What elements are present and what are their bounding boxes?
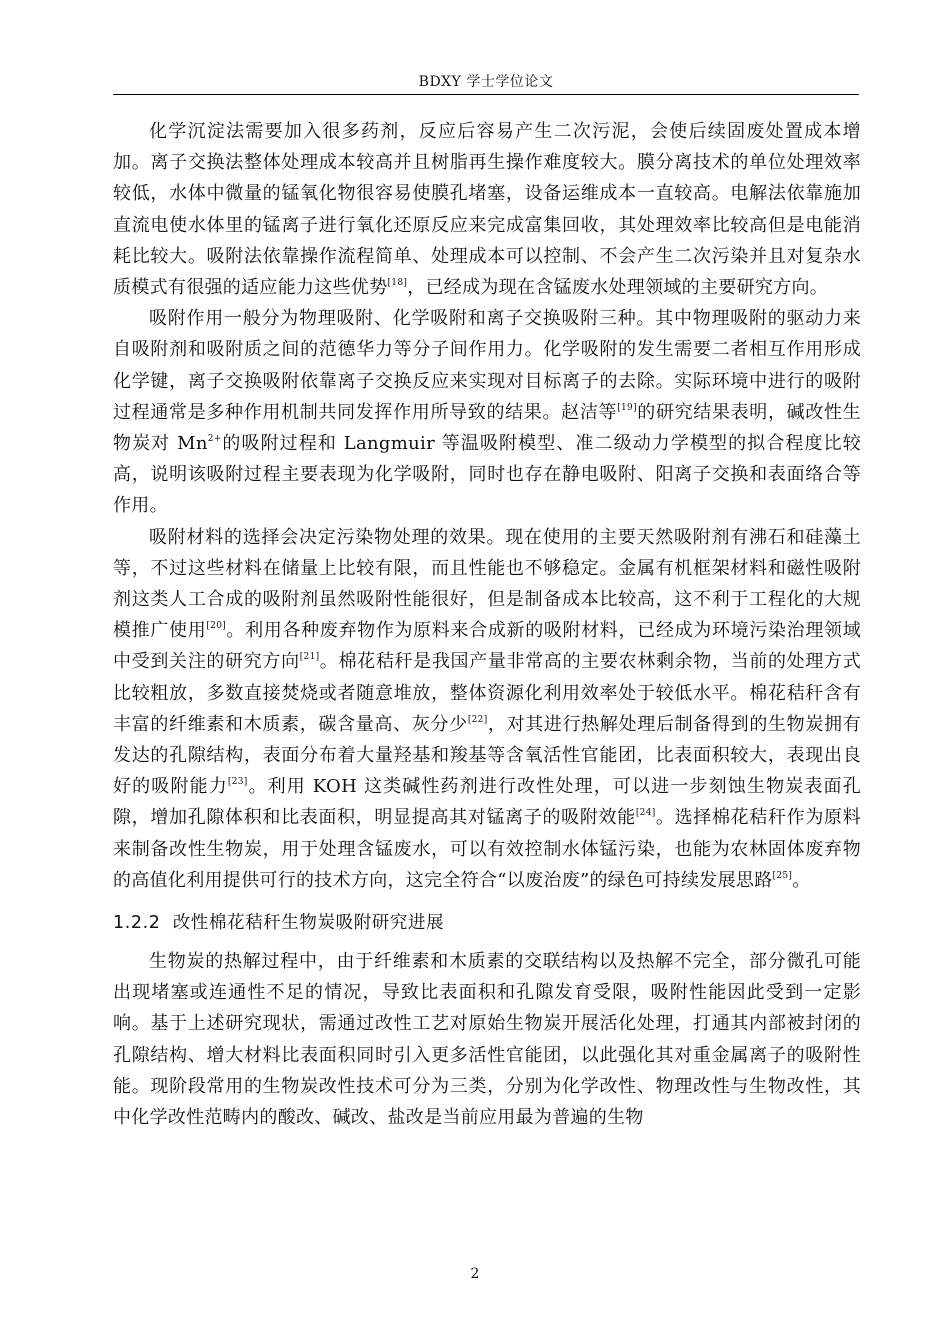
text-run: 。 — [792, 869, 811, 891]
text-run: 化学沉淀法需要加入很多药剂，反应后容易产生二次污泥，会使后续固废处置成本增加。离子交换法整体处理成本较高并且树脂再生操作难度较大。膜分离技术的单位处理效率较低，水体中微量的锰氧化物很容易使膜孔堵塞，设备运维成本一直较高。电解法依靠施加直流电使水体里的锰离子进行氧化还原反应来完成富集回收，其处理效率比较高但是电能消耗比较大。吸附法依靠操作流程简单、处理成本可以控制、不会产生二次污染并且对复杂水质模式有很强的适应能力这些优势 — [113, 121, 861, 299]
citation-ref: [18] — [387, 278, 408, 289]
text-run: 的吸附过程和 Langmuir 等温吸附模型、准二级动力学模型的拟合程度比较高，说明该吸附过程主要表现为化学吸附，同时也存在静电吸附、阳离子交换和表面络合等作用。 — [113, 433, 861, 517]
page-number: 2 — [470, 1266, 480, 1282]
running-header — [113, 72, 859, 95]
text-run: 。选择棉花秸秆作为原料来制备改性生物炭，用于处理含锰废水，可以有效控制水体锰污染，也能为农林固体废弃物的高值化利用提供可行的技术方向，这完全符合“以废治废”的绿色可持续发展思路 — [113, 807, 861, 891]
citation-ref: [23] — [227, 777, 248, 788]
citation-ref: [20] — [206, 621, 227, 632]
citation-ref: [22] — [467, 714, 488, 725]
text-run: 吸附作用一般分为物理吸附、化学吸附和离子交换吸附三种。其中物理吸附的驱动力来自吸附剂和吸附质之间的范德华力等分子间作用力。化学吸附的发生需要二者相互作用形成化学键，离子交换吸附依靠离子交换反应来实现对目标离子的去除。实际环境中进行的吸附过程通常是多种作用机制共同发挥作用所导致的结果。赵洁等 — [113, 308, 861, 423]
text-run: 吸附材料的选择会决定污染物处理的效果。现在使用的主要天然吸附剂有沸石和硅藻土等，不过这些材料在储量上比较有限，而且性能也不够稳定。金属有机框架材料和磁性吸附剂这类人工合成的吸附剂虽然吸附性能很好，但是制备成本比较高，这不利于工程化的大规模推广使用 — [113, 526, 861, 642]
citation-ref: [25] — [772, 870, 793, 881]
superscript: 2+ — [207, 434, 222, 445]
section-number: 1.2.2 — [113, 913, 161, 934]
section-heading — [113, 910, 861, 936]
text-run: ，已经成为现在含锰废水处理领域的主要研究方向。 — [407, 277, 829, 299]
text-run: 。棉花秸秆是我国产量非常高的主要农林剩余物，当前的处理方式比较粗放，多数直接焚烧或者随意堆放，整体资源化利用效率处于较低水平。棉花秸秆含有丰富的纤维素和木质素，碳含量高、灰分少 — [113, 651, 861, 735]
citation-ref: [24] — [635, 808, 656, 819]
text-run: ，对其进行热解处理后制备得到的生物炭拥有发达的孔隙结构，表面分布着大量羟基和羧基等含氧活性官能团，比表面积较大，表现出良好的吸附能力 — [113, 713, 862, 798]
citation-ref: [19] — [617, 402, 637, 413]
citation-ref: [21] — [299, 652, 320, 663]
document-body — [113, 116, 861, 1133]
text-run: 。利用各种废弃物作为原料来合成新的吸附材料，已经成为环境污染治理领域中受到关注的研究方向 — [113, 620, 861, 673]
header-title: BDXY 学士学位论文 — [418, 74, 554, 90]
section-title: 改性棉花秸秆生物炭吸附研究进展 — [172, 913, 445, 934]
paragraph-group-after — [113, 946, 861, 1133]
text-run: 的研究结果表明，碱改性生物炭对 Mn — [113, 401, 861, 455]
body-paragraph — [113, 116, 861, 303]
body-paragraph — [113, 522, 861, 896]
text-run: 。利用 KOH 这类碱性药剂进行改性处理，可以进一步刻蚀生物炭表面孔隙，增加孔隙体积和比表面积，明显提高其对锰离子的吸附效能 — [113, 776, 861, 829]
body-paragraph — [113, 303, 861, 521]
paragraph-group-before — [113, 116, 861, 896]
text-run: 生物炭的热解过程中，由于纤维素和木质素的交联结构以及热解不完全，部分微孔可能出现堵塞或连通性不足的情况，导致比表面积和孔隙发育受限，吸附性能因此受到一定影响。基于上述研究现状，需通过改性工艺对原始生物炭开展活化处理，打通其内部被封闭的孔隙结构、增大材料比表面积同时引入更多活性官能团，以此强化其对重金属离子的吸附性能。现阶段常用的生物炭改性技术可分为三类，分别为化学改性、物理改性与生物改性，其中化学改性范畴内的酸改、碱改、盐改是当前应用最为普遍的生物 — [113, 951, 861, 1129]
body-paragraph — [113, 946, 861, 1133]
